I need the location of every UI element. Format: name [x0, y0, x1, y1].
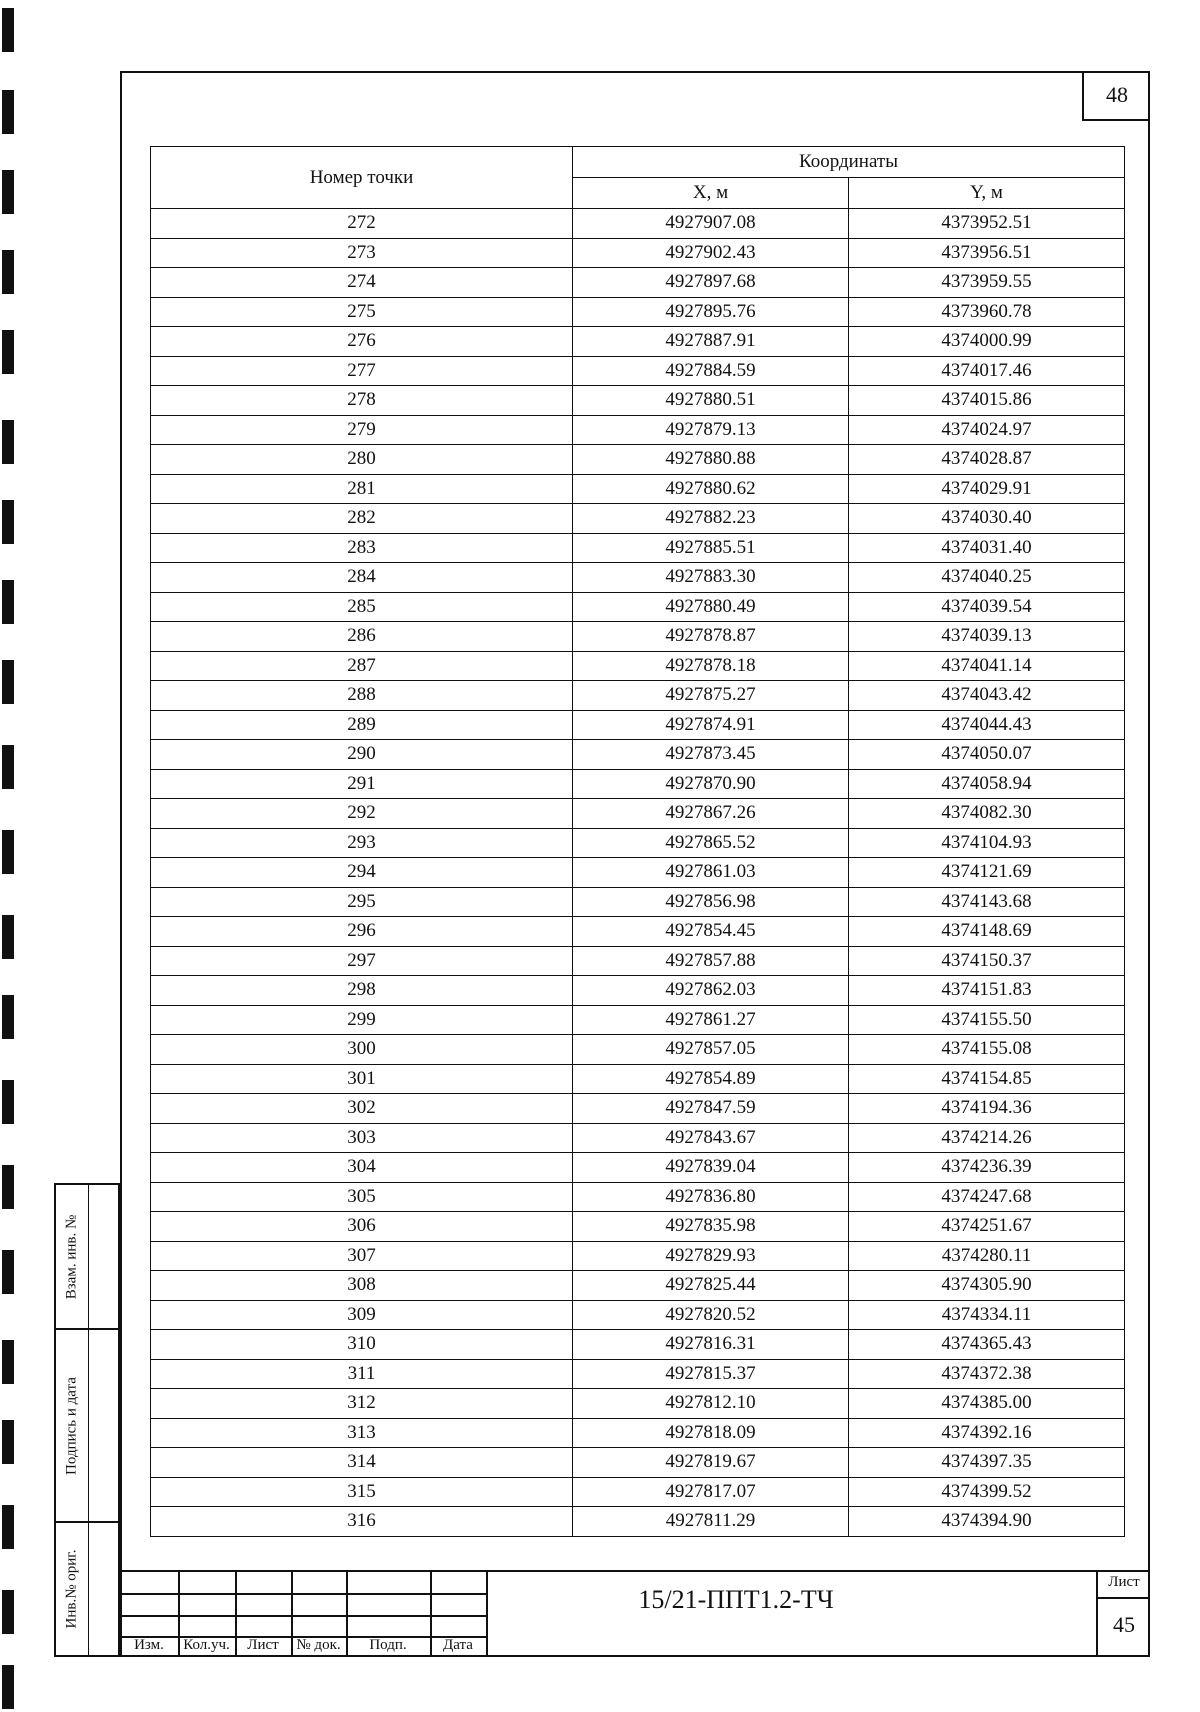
point-number-cell: 278 — [151, 386, 573, 416]
y-coordinate-cell: 4373956.51 — [849, 238, 1125, 268]
point-number-cell: 280 — [151, 445, 573, 475]
scan-mark — [2, 8, 14, 52]
x-coordinate-cell: 4927883.30 — [573, 563, 849, 593]
point-number-cell: 295 — [151, 887, 573, 917]
point-number-cell: 308 — [151, 1271, 573, 1301]
point-number-cell: 276 — [151, 327, 573, 357]
y-coordinate-cell: 4374017.46 — [849, 356, 1125, 386]
point-number-cell: 292 — [151, 799, 573, 829]
x-coordinate-cell: 4927812.10 — [573, 1389, 849, 1419]
replace-inv-label: Взам. инв. № — [63, 1214, 80, 1299]
col-doc-number: № док. — [296, 1637, 341, 1653]
table-row — [151, 209, 1125, 239]
point-number-cell: 311 — [151, 1359, 573, 1389]
x-coordinate-cell: 4927884.59 — [573, 356, 849, 386]
table-row — [151, 1300, 1125, 1330]
y-coordinate-cell: 4374039.54 — [849, 592, 1125, 622]
table-row — [151, 563, 1125, 593]
table-row — [151, 1241, 1125, 1271]
sign-date-cell — [54, 1328, 120, 1521]
table-row — [151, 1182, 1125, 1212]
x-coordinate-cell: 4927862.03 — [573, 976, 849, 1006]
scan-mark — [2, 1420, 14, 1464]
point-number-cell: 296 — [151, 917, 573, 947]
point-number-cell: 302 — [151, 1094, 573, 1124]
table-row — [151, 327, 1125, 357]
y-coordinate-cell: 4374041.14 — [849, 651, 1125, 681]
scan-mark — [2, 745, 14, 789]
table-row — [151, 799, 1125, 829]
point-number-cell: 279 — [151, 415, 573, 445]
table-row — [151, 858, 1125, 888]
scan-mark — [2, 250, 14, 294]
point-number-cell: 291 — [151, 769, 573, 799]
header-x: X, м — [573, 178, 849, 209]
x-coordinate-cell: 4927880.51 — [573, 386, 849, 416]
y-coordinate-cell: 4374399.52 — [849, 1477, 1125, 1507]
inv-orig-cell — [54, 1521, 120, 1657]
x-coordinate-cell: 4927835.98 — [573, 1212, 849, 1242]
scan-mark — [2, 915, 14, 959]
margin-stamp — [54, 1183, 120, 1657]
sheet-label: Лист — [1108, 1574, 1140, 1590]
scan-mark — [2, 1590, 14, 1634]
table-row — [151, 828, 1125, 858]
point-number-cell: 273 — [151, 238, 573, 268]
table-row — [151, 533, 1125, 563]
x-coordinate-cell: 4927836.80 — [573, 1182, 849, 1212]
table-row — [151, 238, 1125, 268]
header-point-number: Номер точки — [151, 147, 573, 209]
point-number-cell: 299 — [151, 1005, 573, 1035]
x-coordinate-cell: 4927897.68 — [573, 268, 849, 298]
x-coordinate-cell: 4927874.91 — [573, 710, 849, 740]
scan-mark — [2, 660, 14, 704]
point-number-cell: 283 — [151, 533, 573, 563]
point-number-cell: 314 — [151, 1448, 573, 1478]
table-row — [151, 1507, 1125, 1537]
table-row — [151, 1153, 1125, 1183]
x-coordinate-cell: 4927843.67 — [573, 1123, 849, 1153]
x-coordinate-cell: 4927819.67 — [573, 1448, 849, 1478]
x-coordinate-cell: 4927878.18 — [573, 651, 849, 681]
x-coordinate-cell: 4927854.45 — [573, 917, 849, 947]
x-coordinate-cell: 4927878.87 — [573, 622, 849, 652]
point-number-cell: 289 — [151, 710, 573, 740]
y-coordinate-cell: 4374247.68 — [849, 1182, 1125, 1212]
table-row — [151, 740, 1125, 770]
inv-orig-label: Инв.№ ориг. — [63, 1549, 80, 1629]
header-coordinates: Координаты — [573, 147, 1125, 178]
point-number-cell: 281 — [151, 474, 573, 504]
x-coordinate-cell: 4927879.13 — [573, 415, 849, 445]
y-coordinate-cell: 4374121.69 — [849, 858, 1125, 888]
point-number-cell: 309 — [151, 1300, 573, 1330]
point-number-cell: 310 — [151, 1330, 573, 1360]
table-row — [151, 445, 1125, 475]
point-number-cell: 275 — [151, 297, 573, 327]
point-number-cell: 282 — [151, 504, 573, 534]
scan-mark — [2, 330, 14, 374]
y-coordinate-cell: 4374040.25 — [849, 563, 1125, 593]
x-coordinate-cell: 4927839.04 — [573, 1153, 849, 1183]
point-number-cell: 300 — [151, 1035, 573, 1065]
y-coordinate-cell: 4374385.00 — [849, 1389, 1125, 1419]
point-number-cell: 307 — [151, 1241, 573, 1271]
table-row — [151, 1448, 1125, 1478]
y-coordinate-cell: 4374031.40 — [849, 533, 1125, 563]
table-row — [151, 622, 1125, 652]
y-coordinate-cell: 4374372.38 — [849, 1359, 1125, 1389]
document-code: 15/21-ППТ1.2-ТЧ — [638, 1585, 834, 1614]
header-y: Y, м — [849, 178, 1125, 209]
table-row — [151, 474, 1125, 504]
x-coordinate-cell: 4927817.07 — [573, 1477, 849, 1507]
x-coordinate-cell: 4927818.09 — [573, 1418, 849, 1448]
point-number-cell: 304 — [151, 1153, 573, 1183]
y-coordinate-cell: 4374305.90 — [849, 1271, 1125, 1301]
point-number-cell: 293 — [151, 828, 573, 858]
y-coordinate-cell: 4374151.83 — [849, 976, 1125, 1006]
scan-mark — [2, 500, 14, 544]
y-coordinate-cell: 4374194.36 — [849, 1094, 1125, 1124]
y-coordinate-cell: 4374143.68 — [849, 887, 1125, 917]
point-number-cell: 313 — [151, 1418, 573, 1448]
y-coordinate-cell: 4374155.50 — [849, 1005, 1125, 1035]
scan-mark — [2, 1340, 14, 1384]
point-number-cell: 286 — [151, 622, 573, 652]
point-number-cell: 287 — [151, 651, 573, 681]
table-row — [151, 1005, 1125, 1035]
y-coordinate-cell: 4374082.30 — [849, 799, 1125, 829]
point-number-cell: 290 — [151, 740, 573, 770]
x-coordinate-cell: 4927825.44 — [573, 1271, 849, 1301]
x-coordinate-cell: 4927816.31 — [573, 1330, 849, 1360]
table-row — [151, 769, 1125, 799]
x-coordinate-cell: 4927902.43 — [573, 238, 849, 268]
y-coordinate-cell: 4374104.93 — [849, 828, 1125, 858]
y-coordinate-cell: 4374236.39 — [849, 1153, 1125, 1183]
scan-mark — [2, 830, 14, 874]
x-coordinate-cell: 4927875.27 — [573, 681, 849, 711]
table-row — [151, 356, 1125, 386]
sheet-number: 45 — [1113, 1612, 1135, 1637]
point-number-cell: 316 — [151, 1507, 573, 1537]
table-row — [151, 297, 1125, 327]
point-number-cell: 315 — [151, 1477, 573, 1507]
table-row — [151, 1035, 1125, 1065]
scan-mark — [2, 170, 14, 214]
table-row — [151, 504, 1125, 534]
table-row — [151, 1271, 1125, 1301]
point-number-cell: 312 — [151, 1389, 573, 1419]
point-number-cell: 305 — [151, 1182, 573, 1212]
scan-mark — [2, 1250, 14, 1294]
x-coordinate-cell: 4927887.91 — [573, 327, 849, 357]
x-coordinate-cell: 4927857.05 — [573, 1035, 849, 1065]
scan-mark — [2, 995, 14, 1039]
table-row — [151, 268, 1125, 298]
y-coordinate-cell: 4374251.67 — [849, 1212, 1125, 1242]
y-coordinate-cell: 4374397.35 — [849, 1448, 1125, 1478]
col-signature: Подп. — [369, 1637, 407, 1653]
y-coordinate-cell: 4374043.42 — [849, 681, 1125, 711]
x-coordinate-cell: 4927861.27 — [573, 1005, 849, 1035]
x-coordinate-cell: 4927867.26 — [573, 799, 849, 829]
y-coordinate-cell: 4374155.08 — [849, 1035, 1125, 1065]
x-coordinate-cell: 4927895.76 — [573, 297, 849, 327]
y-coordinate-cell: 4373959.55 — [849, 268, 1125, 298]
x-coordinate-cell: 4927829.93 — [573, 1241, 849, 1271]
table-row — [151, 917, 1125, 947]
table-row — [151, 1123, 1125, 1153]
x-coordinate-cell: 4927880.62 — [573, 474, 849, 504]
x-coordinate-cell: 4927854.89 — [573, 1064, 849, 1094]
point-number-cell: 284 — [151, 563, 573, 593]
table-row — [151, 681, 1125, 711]
col-izm: Изм. — [134, 1637, 164, 1653]
table-row — [151, 592, 1125, 622]
y-coordinate-cell: 4374148.69 — [849, 917, 1125, 947]
table-row — [151, 651, 1125, 681]
scan-mark — [2, 420, 14, 464]
scan-mark — [2, 1165, 14, 1209]
x-coordinate-cell: 4927907.08 — [573, 209, 849, 239]
y-coordinate-cell: 4374280.11 — [849, 1241, 1125, 1271]
point-number-cell: 298 — [151, 976, 573, 1006]
x-coordinate-cell: 4927885.51 — [573, 533, 849, 563]
y-coordinate-cell: 4374334.11 — [849, 1300, 1125, 1330]
y-coordinate-cell: 4374039.13 — [849, 622, 1125, 652]
scan-mark — [2, 1665, 14, 1709]
y-coordinate-cell: 4374392.16 — [849, 1418, 1125, 1448]
y-coordinate-cell: 4374029.91 — [849, 474, 1125, 504]
y-coordinate-cell: 4374365.43 — [849, 1330, 1125, 1360]
x-coordinate-cell: 4927880.49 — [573, 592, 849, 622]
point-number-cell: 288 — [151, 681, 573, 711]
table-row — [151, 1212, 1125, 1242]
point-number-cell: 297 — [151, 946, 573, 976]
x-coordinate-cell: 4927820.52 — [573, 1300, 849, 1330]
point-number-cell: 274 — [151, 268, 573, 298]
x-coordinate-cell: 4927861.03 — [573, 858, 849, 888]
x-coordinate-cell: 4927873.45 — [573, 740, 849, 770]
table-row — [151, 1330, 1125, 1360]
x-coordinate-cell: 4927811.29 — [573, 1507, 849, 1537]
table-row — [151, 1477, 1125, 1507]
point-number-cell: 277 — [151, 356, 573, 386]
scan-mark — [2, 580, 14, 624]
scan-mark — [2, 90, 14, 134]
table-row — [151, 386, 1125, 416]
y-coordinate-cell: 4374000.99 — [849, 327, 1125, 357]
y-coordinate-cell: 4373952.51 — [849, 209, 1125, 239]
y-coordinate-cell: 4374150.37 — [849, 946, 1125, 976]
y-coordinate-cell: 4374154.85 — [849, 1064, 1125, 1094]
y-coordinate-cell: 4374394.90 — [849, 1507, 1125, 1537]
x-coordinate-cell: 4927857.88 — [573, 946, 849, 976]
scan-mark — [2, 1080, 14, 1124]
y-coordinate-cell: 4374214.26 — [849, 1123, 1125, 1153]
y-coordinate-cell: 4374024.97 — [849, 415, 1125, 445]
x-coordinate-cell: 4927865.52 — [573, 828, 849, 858]
table-row — [151, 1389, 1125, 1419]
table-row — [151, 1418, 1125, 1448]
page-number: 48 — [1082, 71, 1150, 121]
sign-date-label: Подпись и дата — [63, 1376, 80, 1475]
table-row — [151, 946, 1125, 976]
table-row — [151, 1094, 1125, 1124]
y-coordinate-cell: 4374028.87 — [849, 445, 1125, 475]
point-number-cell: 301 — [151, 1064, 573, 1094]
col-list: Лист — [247, 1637, 279, 1653]
col-date: Дата — [443, 1637, 473, 1653]
x-coordinate-cell: 4927856.98 — [573, 887, 849, 917]
y-coordinate-cell: 4374015.86 — [849, 386, 1125, 416]
x-coordinate-cell: 4927870.90 — [573, 769, 849, 799]
point-number-cell: 303 — [151, 1123, 573, 1153]
replace-inv-cell — [54, 1183, 120, 1328]
y-coordinate-cell: 4374058.94 — [849, 769, 1125, 799]
point-number-cell: 272 — [151, 209, 573, 239]
point-number-cell: 294 — [151, 858, 573, 888]
x-coordinate-cell: 4927847.59 — [573, 1094, 849, 1124]
y-coordinate-cell: 4374050.07 — [849, 740, 1125, 770]
y-coordinate-cell: 4374044.43 — [849, 710, 1125, 740]
y-coordinate-cell: 4374030.40 — [849, 504, 1125, 534]
table-row — [151, 710, 1125, 740]
table-row — [151, 415, 1125, 445]
x-coordinate-cell: 4927882.23 — [573, 504, 849, 534]
y-coordinate-cell: 4373960.78 — [849, 297, 1125, 327]
scan-mark — [2, 1505, 14, 1549]
table-row — [151, 887, 1125, 917]
x-coordinate-cell: 4927815.37 — [573, 1359, 849, 1389]
table-row — [151, 1064, 1125, 1094]
x-coordinate-cell: 4927880.88 — [573, 445, 849, 475]
table-row — [151, 1359, 1125, 1389]
table-body — [151, 209, 1125, 1537]
point-number-cell: 285 — [151, 592, 573, 622]
col-kol-uch: Кол.уч. — [183, 1637, 230, 1653]
coordinates-table — [150, 146, 1125, 1537]
table-row — [151, 976, 1125, 1006]
point-number-cell: 306 — [151, 1212, 573, 1242]
